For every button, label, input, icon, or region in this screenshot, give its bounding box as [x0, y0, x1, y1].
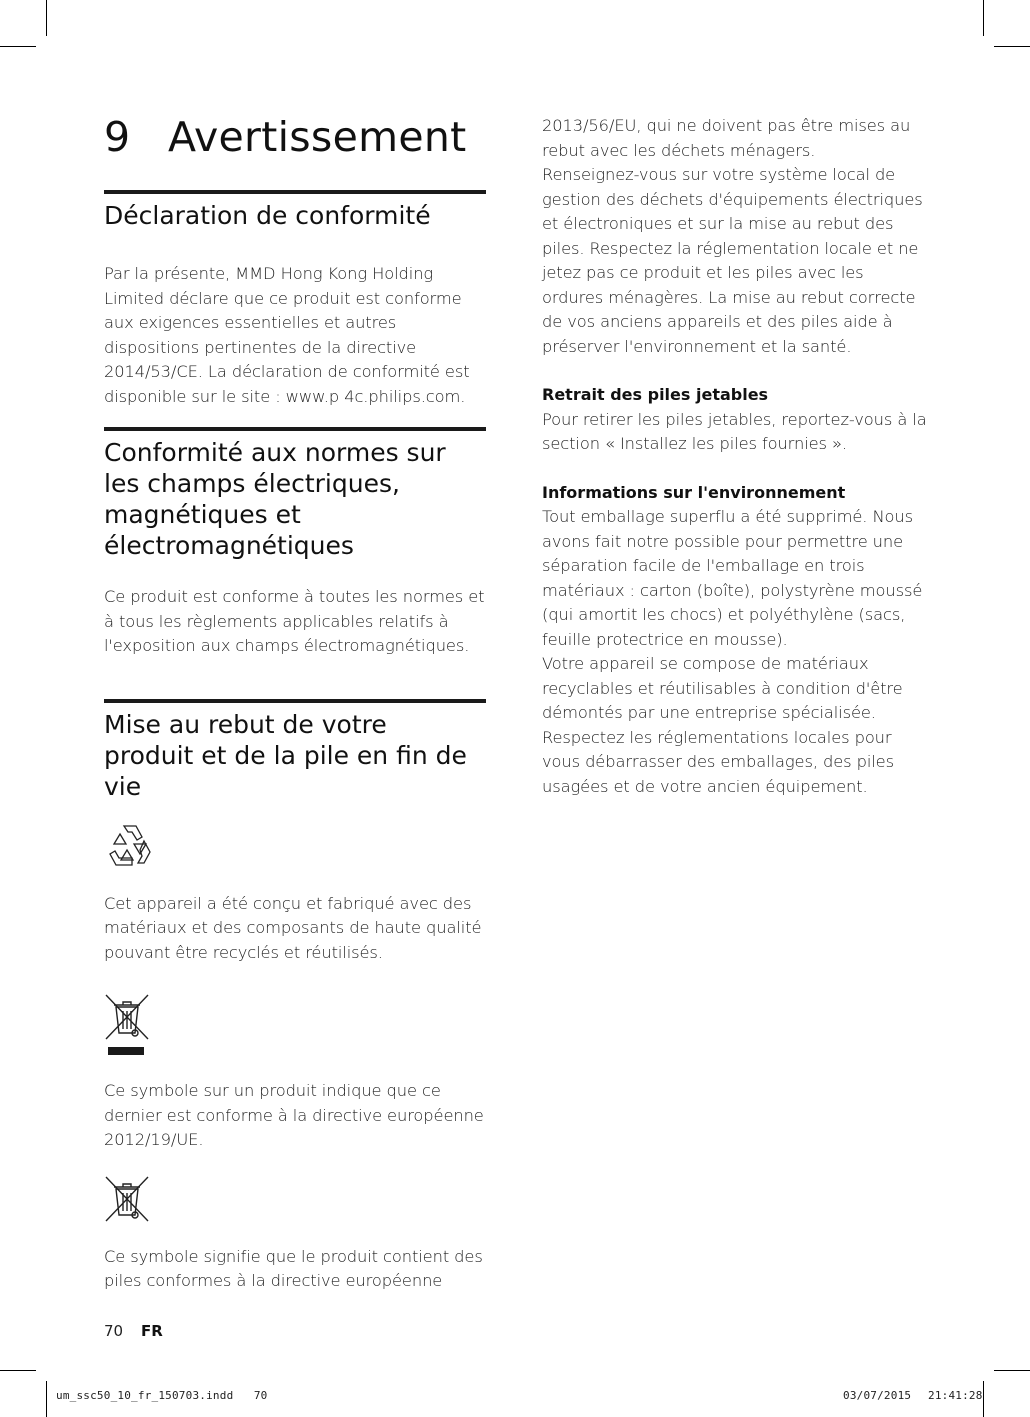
- crop-mark: [994, 1370, 1030, 1371]
- battery-removal-title: Retrait des piles jetables: [542, 385, 769, 404]
- environment-text-1: Tout emballage superflu a été supprimé. Nous avons fait notre possible pour permettre une séparation facile de l'emballage en trois matériaux : carton (boîte), polystyrène moussé (qui amortit les chocs) et polyéthylène (sacs, feuille protectrice en mousse).: [542, 507, 923, 649]
- crop-mark: [994, 46, 1030, 47]
- right-column: [542, 114, 927, 799]
- page-number: 70: [104, 1322, 124, 1340]
- environment-text-2: Votre appareil se compose de matériaux recyclables et réutilisables à condition d'être démontés par une entreprise spécialisée. Respectez les réglementations locales pour vous débarrasser des emballages, des piles usagées et de votre ancien équipement.: [542, 654, 903, 796]
- battery-removal-text: Pour retirer les piles jetables, reportez-vous à la section « Installez les piles fournies ».: [542, 409, 927, 453]
- crop-mark: [0, 46, 36, 47]
- crossed-bin-battery-icon: [104, 1175, 150, 1223]
- language-code: FR: [141, 1322, 163, 1340]
- local-info-text: Renseignez-vous sur votre système local de gestion des déchets d'équipements électriques et électroniques et sur la mise au rebut des piles. Respectez la réglementation locale et ne jetez pas ce produit et les piles avec les ordures ménagères. La mise au rebut correcte de vos anciens appareils et des piles aide à préserver l'environnement et la santé.: [542, 165, 923, 356]
- chapter-number: 9: [104, 113, 131, 161]
- left-column: [104, 110, 486, 1294]
- chapter-title: Avertissement: [168, 113, 467, 161]
- crop-mark: [46, 1381, 47, 1417]
- section-title-declaration: Déclaration de conformité: [104, 201, 431, 230]
- slug-file: um_ssc50_10_fr_150703.indd 70: [56, 1389, 268, 1402]
- crop-mark: [983, 0, 984, 36]
- section-title-disposal: Mise au rebut de votre produit et de la pile en fin de vie: [104, 709, 467, 801]
- section-title-emf: Conformité aux normes sur les champs électriques, magnétiques et électromagnétiques: [104, 438, 446, 560]
- emf-text: Ce produit est conforme à toutes les normes et à tous les règlements applicables relatifs à l'exposition aux champs électromagnétiques.: [104, 587, 485, 655]
- environment-title: Informations sur l'environnement: [542, 482, 846, 502]
- continuation-text: 2013/56/EU, qui ne doivent pas être mises au rebut avec les déchets ménagers.: [542, 116, 911, 160]
- chapter-heading: [104, 110, 486, 190]
- declaration-text: Par la présente, MMD Hong Kong Holding Limited déclare que ce produit est conforme aux exigences essentielles et autres dispositions pertinentes de la directive 2014/53/CE. La déclaration de conformité est disponible sur le site : www.p 4c.philips.com.: [104, 264, 470, 406]
- crop-mark: [983, 1381, 984, 1417]
- battery-text: Ce symbole signifie que le produit contient des piles conformes à la directive européenne: [104, 1246, 483, 1290]
- slug-date: 03/07/2015: [843, 1389, 912, 1402]
- recycle-icon: [104, 820, 156, 872]
- slug-time: 21:41:28: [928, 1389, 983, 1402]
- crop-mark: [46, 0, 47, 36]
- crop-mark: [0, 1370, 36, 1371]
- recycle-text: Cet appareil a été conçu et fabriqué avec des matériaux et des composants de haute qualité pouvant être recyclés et réutilisés.: [104, 893, 482, 962]
- weee-text: Ce symbole sur un produit indique que ce dernier est conforme à la directive européenne 2012/19/UE.: [104, 1081, 484, 1149]
- crossed-bin-icon: [104, 993, 150, 1057]
